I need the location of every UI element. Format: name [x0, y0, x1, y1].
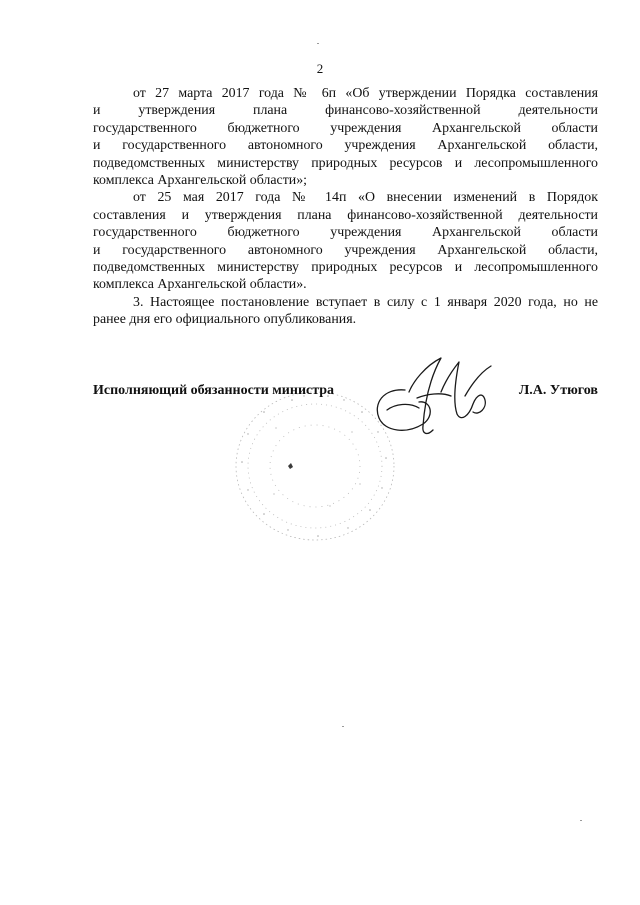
text-line: и утверждения плана финансово-хозяйственной деятельности: [93, 103, 598, 119]
signatory-position: Исполняющий обязанности министра: [93, 383, 335, 398]
text-line: подведомственных министерству природных ресурсов и лесопромышленного: [93, 260, 598, 276]
scan-speck: [342, 726, 344, 727]
text-line: ранее дня его официального опубликования.: [93, 312, 357, 328]
handwritten-signature: [365, 352, 500, 440]
text-line: государственного бюджетного учреждения Архангельской области: [93, 120, 598, 136]
text-line: и государственного автономного учреждения Архангельской области,: [93, 242, 598, 258]
text-line: составления и утверждения плана финансово-хозяйственной деятельности: [93, 207, 598, 223]
text-line: комплекса Архангельской области»;: [93, 173, 308, 189]
page-number: 2: [316, 61, 324, 76]
text-line: комплекса Архангельской области».: [93, 277, 307, 293]
paragraph-decree-6p: [93, 85, 598, 189]
scan-speck: [580, 820, 582, 821]
text-line: 3. Настоящее постановление вступает в силу с 1 января 2020 года, но не: [133, 294, 598, 310]
text-line: и государственного автономного учреждения Архангельской области,: [93, 138, 598, 154]
paragraph-effective-date: [93, 294, 598, 329]
text-line: от 25 мая 2017 года № 14п «О внесении изменений в Порядок: [133, 190, 598, 206]
text-line: от 27 марта 2017 года № 6п «Об утверждении Порядка составления: [133, 86, 598, 101]
paragraph-decree-14p: [93, 189, 598, 293]
signatory-name: Л.А. Утюгов: [518, 383, 598, 398]
text-line: подведомственных министерству природных ресурсов и лесопромышленного: [93, 155, 598, 171]
scan-speck: [317, 43, 319, 44]
text-line: государственного бюджетного учреждения Архангельской области: [93, 225, 598, 241]
document-body: [93, 85, 598, 329]
